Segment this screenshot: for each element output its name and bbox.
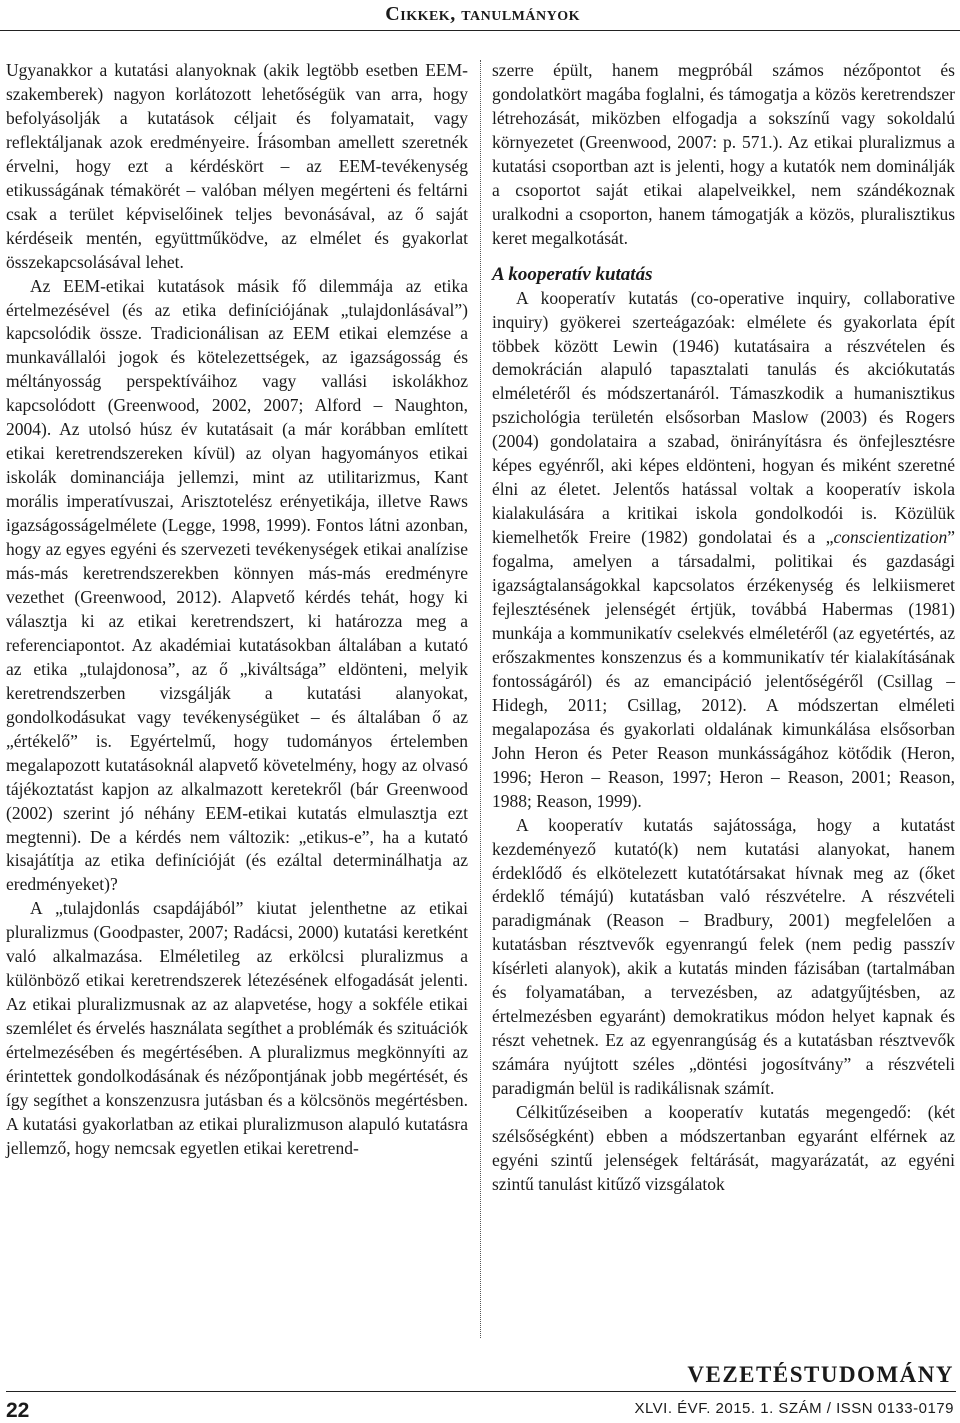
footer-rule [6,1391,956,1392]
paragraph [492,287,955,814]
paragraph: Az EEM-etikai kutatások másik fő dilemmája az etika értelmezésével (és az etika definíciójának „tulajdonlásával”) kapcsolódik össze. Tradicionálisan az EEM etikai elemzése a munkavállalói jogok és kötelezettségek, az igazságosság és méltányosság perspektíváihoz vagy vallási iskolákhoz kapcsolódott (Greenwood, 2002, 2007; Alford – Naughton, 2004). Az utolsó húsz év kutatásait (a már korábban említett etikai keretrendszereken kívül) az olyan hagyományos etikai iskolák dominanciája jellemzi, mint az utilitarizmus, Kant morális imperatívuszai, Arisztotelész erényetikája, illetve Raws igazságosságelmélete (Legge, 1998, 1999). Fontos látni azonban, hogy az egyes egyéni és szervezeti tevékenységek etikai analízise más-más keretrendszerekben könnyen más-más eredményre vezethet (Greenwood, 2012). Alapvető kérdés tehát, hogy ki választja ki az etikai keretrendszert, ki határozza meg a referenciapontot. Az akadémiai kutatásokban általában a kutató az etika „tulajdonosa”, az ő „kiváltsága” eldönteni, melyik keretrendszerben vizsgálják a kutatási alanyokat, gondolkodásukat vagy tevékenységüket – és általában ő az „értékelő” is. Egyértelmű, hogy tudományos értelemben megalapozott kutatásoknál alapvető követelmény, hogy az olvasó tájékoztatást kapjon az alkalmazott keretekről (bár Greenwood (2002) szerint jó néhány EEM-etikai kutatás elmulasztja ezt megtenni). De a kérdés nem változik: „etikus-e”, ha a kutató kisajátítja az etika definícióját (és ezáltal determinálhatja az eredményeket)? [6,275,468,895]
left-column [6,59,468,1161]
issue-info: XLVI. ÉVF. 2015. 1. SZÁM / ISSN 0133-0179 [634,1400,954,1417]
paragraph-continuation: szerre épült, hanem megpróbál számos nézőpontot és gondolatkört magába foglalni, és támogatja a közös keretrendszer létrehozását, miközben elfogadja a sokszínű vagy sokoldalú környezetet (Greenwood, 2007: p. 571.). Az etikai pluralizmus a kutatási csoportban azt is jelenti, hogy a kutatók nem dominálják a csoportot saját etikai alapelveikkel, nem szándékoznak uralkodni a csoporton, hanem támogatják a közös, pluralisztikus keret megalkotását. [492,60,955,248]
column-divider [480,60,481,1338]
right-column [492,59,955,1197]
journal-title: VEZETÉSTUDOMÁNY [687,1362,954,1387]
page-number: 22 [6,1399,30,1422]
paragraph: Célkitűzéseiben a kooperatív kutatás megengedő: (két szélsőségként) ebben a módszertanban egyaránt elférnek az egyéni szintű jelenségek feltárását, magyarázatát, az egyéni szintű tanulást kitűző vizsgálatok [492,1102,955,1194]
header-rule [0,30,960,31]
section-heading: A kooperatív kutatás [492,263,653,285]
paragraph: A „tulajdonlás csapdájából” kiutat jelenthetne az etikai pluralizmus (Goodpaster, 2007; Radácsi, 2000) kutatási keretként való alkalmazása. Elméletileg az erkölcsi pluralizmus a különböző etikai keretrendszerek létezésének elfogadását jelenti. Az etikai pluralizmusnak az az alapvetése, hogy a sokféle etikai szemlélet és érvelés használata segíthet a problémák és szituációk értelmezésében és megértésében. A pluralizmus megkönnyíti az érintettek gondolkodásának és nézőpontjának jobb megértését, és így segíthet a konszenzusra jutásban és a kölcsönös megértésben. A kutatási gyakorlatban az etikai pluralizmuson alapuló kutatásra jellemző, hogy nemcsak egyetlen etikai keretrend- [6,898,468,1158]
paragraph: A kooperatív kutatás sajátossága, hogy a kutatást kezdeményező kutató(k) nem kutatási alanyokat, hanem érdeklődő és elkötelezett kutatótársakat hívnak meg az (őket érdeklő témájú) kutatásban való részvételre. A részvételi paradigmának (Reason – Bradbury, 2001) megfelelően a kutatásban résztvevők egyenrangú felek (nem pedig passzív kísérleti alanyok), akik a kutatás minden fázisában (tartalmában és folyamatában, a tervezésben, az adatgyűjtésben, az értelmezésben egyaránt) demokratikus módon helyet kapnak és részt vehetnek. Ez az egyenrangúság és a kutatásban résztvevők számára nyújtott széles „döntési jogosítvány” a részvételi paradigmán belül is radikálisnak számít. [492,814,955,1099]
text-span: ” fogalma, amelyen a társadalmi, politikai és gazdasági igazságtalanságokkal kapcsolatos érzékenység és lelkiismeret fejlesztésének jelenségét értjük, továbbá Habermas (1981) munkája a kommunikatív cselekvés elméletéről (az egyetértés, az erőszakmentes konszenzus és a kommunikatív tér kialakításának fontosságáról) és az emancipáció jelentőségéről (Csillag – Hidegh, 2011; Csillag, 2012). A módszertan elméleti megalapozása és gyakorlati oldalának kimunkálása elsősorban John Heron és Peter Reason munkásságához kötődik (Heron, 1996; Heron – Reason, 1997; Heron – Reason, 2001; Reason, 1988; Reason, 1999). [492,527,955,811]
paragraph: Ugyanakkor a kutatási alanyoknak (akik legtöbb esetben EEM-szakemberek) nagyon korlátozott lehetőségük van arra, hogy befolyásolják a kutatások céljait és folyamatait, vagy reflektáljanak azok eredményeire. Írásomban amellett szeretnék érvelni, hogy ezt a kérdéskört – az EEM-tevékenység etikusságának témakörét – valóban mélyen megérteni és feltárni csak a terület képviselőinek teljes bevonásával, az ő saját kérdéseik mentén, együttműködve, az elmélet és gyakorlat összekapcsolásával lehet. [6,60,468,272]
text-span: A kooperatív kutatás (co-operative inquiry, collaborative inquiry) gyökerei szerteágazóak: elmélete és gyakorlata épít többek között Lewin (1946) kutatásaira a részvételen és demokrácián alapuló tapasztalati tanulás és akciókutatás elméletéről és módszertanáról. Támaszkodik a humanisztikus pszichológia területén elsősorban Maslow (2003) és Rogers (2004) gondolataira a szabad, önirányításra és önfejlesztésre képes egyénről, aki képes eldönteni, hogyan és miként szeretné élni az életet. Jelentős hatással voltak a kooperatív iskola kialakulására a kritikai iskola gondolkodói is. Közülük kiemelhetők Freire (1982) gondolatai és a „ [492,287,955,548]
italic-term: conscientization [833,527,948,548]
section-title: Cikkek, tanulmányok [385,3,580,25]
